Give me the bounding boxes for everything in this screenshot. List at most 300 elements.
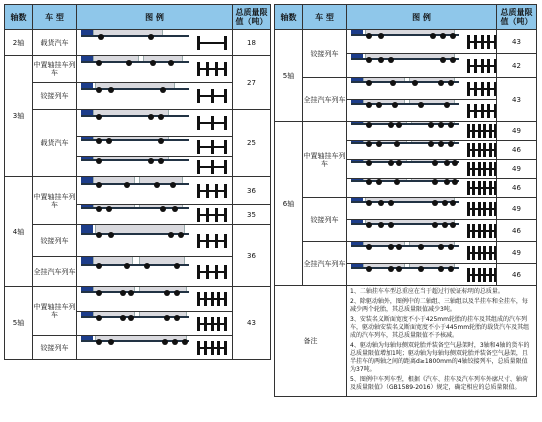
wheel-icon <box>96 87 102 93</box>
wheel-icon <box>128 315 134 321</box>
limit-cell: 36 <box>233 177 271 205</box>
vehicle-type-cell: 全挂汽车列车 <box>33 257 77 287</box>
axle-layout-icon <box>467 202 497 216</box>
limit-cell: 27 <box>233 56 271 110</box>
limit-cell: 46 <box>497 141 537 160</box>
axle-cell: 5轴 <box>5 287 33 360</box>
axle-mark <box>224 317 227 331</box>
wheel-icon <box>392 102 398 108</box>
truck-icon <box>81 157 191 164</box>
wheel-icon <box>158 158 164 164</box>
axle-mark <box>467 124 470 138</box>
wheel-icon <box>378 222 384 228</box>
wheel-icon <box>96 263 102 269</box>
wheel-icon <box>128 290 134 296</box>
truck-icon <box>351 179 461 186</box>
wheel-icon <box>366 141 372 147</box>
axle-mark <box>467 82 470 96</box>
axle-line <box>197 271 227 273</box>
axle-mark <box>474 82 477 96</box>
limit-cell: 43 <box>233 287 271 360</box>
wheel-icon <box>96 138 102 144</box>
axle-mark <box>215 184 218 198</box>
axle-mark <box>224 89 227 103</box>
axle-layout-icon <box>467 82 497 96</box>
axle-mark <box>197 116 200 130</box>
wheel-icon <box>442 222 448 228</box>
axle-mark <box>483 246 486 260</box>
truck-icon <box>81 177 191 188</box>
wheel-icon <box>450 222 456 228</box>
wheel-icon <box>394 141 400 147</box>
axle-layout-icon <box>197 116 227 130</box>
axle-layout-icon <box>467 224 497 238</box>
truck-icon <box>351 220 461 228</box>
axle-mark <box>217 292 220 306</box>
vehicle-type-cell: 中置轴挂车列车 <box>33 177 77 225</box>
header-gross-mass-limit: 总质量限值（吨） <box>497 5 537 30</box>
header-vehicle-type: 车 型 <box>303 5 347 30</box>
diagram-cell <box>347 78 497 100</box>
diagram-cell <box>347 220 497 242</box>
wheel-icon <box>96 182 102 188</box>
axle-mark <box>215 265 218 279</box>
wheel-icon <box>96 60 102 66</box>
wheel-icon <box>388 160 394 166</box>
wheel-icon <box>96 158 102 164</box>
axle-mark <box>467 246 470 260</box>
axle-mark <box>467 224 470 238</box>
axle-mark <box>215 208 218 222</box>
axle-mark <box>474 35 477 49</box>
note-item: 1、二轴挂车车型总重应在当于超过行驶证标明的总质量。 <box>350 288 504 295</box>
note-item: 2、除驱动轴外，图例中的二轴组、三轴组以及半挂车和全挂车，每减少两个轮胎，其总质量限值减少3吨。 <box>350 298 528 313</box>
wheel-icon <box>440 33 446 39</box>
axle-line <box>197 214 227 216</box>
axle-mark <box>224 62 227 76</box>
wheel-icon <box>120 315 126 321</box>
vehicle-type-cell: 铰接列车 <box>303 198 347 242</box>
axle-layout-icon <box>197 341 227 355</box>
diagram-cell <box>347 179 497 198</box>
axle-mark <box>197 292 200 306</box>
limit-cell: 46 <box>497 179 537 198</box>
wheel-icon <box>182 339 188 345</box>
axle-mark <box>478 181 481 195</box>
axle-mark <box>215 62 218 76</box>
axle-mark <box>197 341 200 355</box>
wheel-icon <box>448 266 454 272</box>
diagram-cell <box>77 257 233 287</box>
wheel-icon <box>148 34 154 40</box>
axle-layout-icon <box>467 124 497 138</box>
wheel-icon <box>154 182 160 188</box>
wheel-icon <box>396 266 402 272</box>
diagram-cell <box>77 177 233 205</box>
limit-cell: 25 <box>233 110 271 177</box>
axle-mark <box>211 160 214 174</box>
axle-mark <box>197 234 200 248</box>
wheel-icon <box>438 266 444 272</box>
axle-mark <box>204 317 207 331</box>
truck-icon <box>351 160 461 167</box>
truck-icon <box>351 54 461 63</box>
axle-mark <box>483 143 486 157</box>
axle-mark <box>197 36 200 50</box>
wheel-icon <box>394 179 400 185</box>
wheel-icon <box>174 263 180 269</box>
wheel-icon <box>432 179 438 185</box>
diagram-cell <box>77 83 233 110</box>
vehicle-type-cell: 全挂汽车列车 <box>303 78 347 122</box>
axle-mark <box>487 82 490 96</box>
axle-mark <box>478 246 481 260</box>
wheel-icon <box>388 57 394 63</box>
wheel-icon <box>396 122 402 128</box>
truck-icon <box>351 242 461 250</box>
limit-cell: 18 <box>233 30 271 56</box>
axle-cell: 3轴 <box>5 56 33 177</box>
wheel-icon <box>448 122 454 128</box>
axle-mark <box>478 143 481 157</box>
axle-layout-icon <box>467 143 497 157</box>
axle-layout-icon <box>197 62 227 76</box>
axle-cell: 2轴 <box>5 30 33 56</box>
axle-mark <box>224 160 227 174</box>
notes-label: 备注 <box>275 286 347 397</box>
truck-icon <box>81 110 191 121</box>
diagram-cell <box>347 100 497 122</box>
axle-mark <box>206 62 209 76</box>
truck-icon <box>81 30 191 40</box>
wheel-icon <box>366 244 372 250</box>
axle-mark <box>224 116 227 130</box>
axle-mark <box>489 224 492 238</box>
axle-layout-icon <box>467 104 497 118</box>
wheel-icon <box>174 290 180 296</box>
wheel-icon <box>444 102 450 108</box>
header-diagram: 图 例 <box>77 5 233 30</box>
header-axle-count: 轴数 <box>5 5 33 30</box>
axle-line <box>197 240 227 242</box>
wheel-icon <box>376 102 382 108</box>
wheel-icon <box>378 200 384 206</box>
axle-mark <box>467 104 470 118</box>
wheel-icon <box>418 102 424 108</box>
axle-mark <box>472 162 475 176</box>
wheel-icon <box>438 80 444 86</box>
axle-mark <box>197 89 200 103</box>
wheel-icon <box>396 244 402 250</box>
axle-mark <box>224 184 227 198</box>
wheel-icon <box>450 33 456 39</box>
diagram-cell <box>77 205 233 225</box>
truck-icon <box>81 257 191 269</box>
wheel-icon <box>432 200 438 206</box>
axle-mark <box>224 265 227 279</box>
vehicle-type-cell: 载货汽车 <box>33 30 77 56</box>
note-item: 3、安装名义断面宽度不小于425mm轮胎的挂车及其组成的汽车列车，驱动轴安装名义断面宽度不小于445mm轮胎的载货汽车及其组成的汽车列车，其总质量限值不予核减。 <box>350 316 530 339</box>
wheel-icon <box>164 290 170 296</box>
wheel-icon <box>430 33 436 39</box>
axle-mark <box>224 234 227 248</box>
diagram-cell <box>347 198 497 220</box>
wheel-icon <box>452 160 458 166</box>
axle-mark <box>197 265 200 279</box>
wheel-icon <box>452 179 458 185</box>
wheel-icon <box>168 60 174 66</box>
diagram-cell <box>347 30 497 54</box>
truck-icon <box>81 225 191 238</box>
wheel-icon <box>174 315 180 321</box>
wheel-icon <box>96 290 102 296</box>
wheel-icon <box>120 290 126 296</box>
wheel-icon <box>366 122 372 128</box>
axle-mark <box>197 62 200 76</box>
axle-mark <box>204 341 207 355</box>
header-diagram: 图 例 <box>347 5 497 30</box>
axle-cell: 5轴 <box>275 30 303 122</box>
axle-mark <box>481 59 484 73</box>
axle-mark <box>224 36 227 50</box>
axle-mark <box>494 104 497 118</box>
diagram-cell <box>77 312 233 336</box>
axle-mark <box>467 181 470 195</box>
wheel-icon <box>366 80 372 86</box>
axle-mark <box>206 208 209 222</box>
axle-mark <box>478 202 481 216</box>
axle-mark <box>483 224 486 238</box>
axle-layout-icon <box>467 162 497 176</box>
notes-body <box>347 286 537 397</box>
truck-icon <box>351 264 461 272</box>
axle-mark <box>197 208 200 222</box>
wheel-icon <box>438 141 444 147</box>
wheel-icon <box>366 222 372 228</box>
truck-icon <box>81 137 191 144</box>
limit-cell: 46 <box>497 264 537 286</box>
axle-mark <box>224 341 227 355</box>
axle-layout-icon <box>467 268 497 282</box>
wheel-icon <box>172 339 178 345</box>
vehicle-type-cell: 中置轴挂车列车 <box>33 287 77 336</box>
diagram-cell <box>77 30 233 56</box>
wheel-icon <box>164 315 170 321</box>
wheel-icon <box>442 200 448 206</box>
wheel-icon <box>396 160 402 166</box>
truck-icon <box>351 141 461 148</box>
wheel-icon <box>366 266 372 272</box>
axle-layout-icon <box>467 246 497 260</box>
axle-layout-icon <box>197 36 227 50</box>
wheel-icon <box>108 232 114 238</box>
limit-cell: 49 <box>497 160 537 179</box>
axle-mark <box>211 317 214 331</box>
wheel-icon <box>108 339 114 345</box>
wheel-icon <box>96 114 102 120</box>
header-vehicle-type: 车 型 <box>33 5 77 30</box>
diagram-cell <box>347 122 497 141</box>
wheel-icon <box>96 232 102 238</box>
axle-mark <box>467 35 470 49</box>
axle-mark <box>472 202 475 216</box>
axle-mark <box>487 104 490 118</box>
wheel-icon <box>124 182 130 188</box>
wheel-icon <box>168 232 174 238</box>
wheel-icon <box>378 33 384 39</box>
truck-icon <box>81 336 191 345</box>
axle-mark <box>206 234 209 248</box>
wheel-icon <box>96 206 102 212</box>
limit-cell: 49 <box>497 242 537 264</box>
wheel-icon <box>148 158 154 164</box>
diagram-cell <box>347 264 497 286</box>
axle-mark <box>489 202 492 216</box>
axle-layout-icon <box>197 317 227 331</box>
wheel-icon <box>366 102 372 108</box>
wheel-icon <box>96 315 102 321</box>
axle-mark <box>472 181 475 195</box>
axle-mark <box>478 268 481 282</box>
diagram-cell <box>77 137 233 157</box>
wheel-icon <box>432 222 438 228</box>
diagram-cell <box>77 225 233 257</box>
axle-mark <box>467 143 470 157</box>
wheel-icon <box>388 266 394 272</box>
note-item: 4、驱动轴为每轴每侧双轮胎并装备空气悬架时，3轴和4轴的货车的总质量限值增加1吨；驱动轴为每轴每侧双轮胎并装备空气悬架，且半挂车的两轴之间的距离d≥1800mm的4轴铰接列车，总质量限值为37吨。 <box>350 342 530 373</box>
axle-mark <box>197 160 200 174</box>
axle-mark <box>467 59 470 73</box>
wheel-icon <box>106 206 112 212</box>
truck-icon <box>351 122 461 129</box>
axle-mark <box>472 246 475 260</box>
axle-cell: 6轴 <box>275 122 303 286</box>
truck-icon <box>351 198 461 206</box>
axle-mark <box>197 317 200 331</box>
axle-mark <box>483 124 486 138</box>
truck-icon <box>351 78 461 86</box>
axle-mark <box>489 268 492 282</box>
wheel-icon <box>148 114 154 120</box>
axle-mark <box>211 116 214 130</box>
axle-mark <box>489 162 492 176</box>
wheel-icon <box>440 57 446 63</box>
axle-mark <box>474 59 477 73</box>
axle-mark <box>481 82 484 96</box>
wheel-icon <box>366 179 372 185</box>
wheel-icon <box>172 206 178 212</box>
header-gross-mass-limit: 总质量限值（吨） <box>233 5 271 30</box>
wheel-icon <box>158 114 164 120</box>
axle-mark <box>206 184 209 198</box>
axle-layout-icon <box>197 208 227 222</box>
axle-layout-icon <box>197 89 227 103</box>
wheel-icon <box>144 263 150 269</box>
axle-line <box>197 42 227 44</box>
truck-icon <box>81 312 191 321</box>
diagram-cell <box>347 54 497 78</box>
axle-mark <box>487 35 490 49</box>
axle-mark <box>217 341 220 355</box>
axle-layout-icon <box>197 140 227 154</box>
wheel-icon <box>366 200 372 206</box>
wheel-icon <box>378 57 384 63</box>
wheel-icon <box>444 160 450 166</box>
wheel-icon <box>96 339 102 345</box>
wheel-icon <box>388 222 394 228</box>
axle-mark <box>197 184 200 198</box>
vehicle-type-cell: 中置轴挂车列车 <box>33 56 77 83</box>
wheel-icon <box>450 57 456 63</box>
axle-mark <box>224 140 227 154</box>
axle-mark <box>472 124 475 138</box>
axle-layout-icon <box>197 184 227 198</box>
wheel-icon <box>428 122 434 128</box>
axle-mark <box>478 124 481 138</box>
axle-mark <box>483 181 486 195</box>
wheel-icon <box>388 122 394 128</box>
limit-cell: 49 <box>497 198 537 220</box>
limit-cell: 35 <box>233 205 271 225</box>
axle-layout-icon <box>467 59 497 73</box>
axle-mark <box>478 224 481 238</box>
limit-cell: 43 <box>497 30 537 54</box>
axle-mark <box>467 162 470 176</box>
wheel-icon <box>412 80 418 86</box>
vehicle-type-cell: 中置轴挂车列车 <box>303 122 347 198</box>
wheel-icon <box>388 244 394 250</box>
axle-mark <box>483 268 486 282</box>
wheel-icon <box>366 57 372 63</box>
wheel-icon <box>124 263 130 269</box>
axle-mark <box>215 234 218 248</box>
wheel-icon <box>170 182 176 188</box>
vehicle-type-cell: 铰接列车 <box>33 336 77 360</box>
wheel-icon <box>432 160 438 166</box>
wheel-icon <box>98 34 104 40</box>
wheel-icon <box>418 266 424 272</box>
axle-mark <box>472 143 475 157</box>
wheel-icon <box>106 138 112 144</box>
wheel-icon <box>438 244 444 250</box>
axle-cell: 4轴 <box>5 177 33 287</box>
note-item: 5、图例中车列车型，根据《汽车、挂车及汽车列车外廓尺寸、轴荷及质量限值》（GB1589-2016）规定，确定相应的总质量限值。 <box>350 376 528 391</box>
vehicle-type-cell: 全挂汽车列车 <box>303 242 347 286</box>
truck-icon <box>81 287 191 297</box>
limit-cell: 46 <box>497 220 537 242</box>
axle-mark <box>483 202 486 216</box>
axle-mark <box>489 246 492 260</box>
axle-mark <box>487 59 490 73</box>
diagram-cell <box>347 242 497 264</box>
axle-mark <box>204 292 207 306</box>
wheel-icon <box>390 80 396 86</box>
axle-mark <box>206 265 209 279</box>
axle-mark <box>489 181 492 195</box>
right-limit-table <box>274 4 537 397</box>
wheel-icon <box>160 87 166 93</box>
diagram-cell <box>77 110 233 137</box>
truck-icon <box>81 56 191 67</box>
axle-mark <box>481 104 484 118</box>
axle-mark <box>217 317 220 331</box>
axle-mark <box>211 292 214 306</box>
axle-mark <box>467 268 470 282</box>
axle-mark <box>224 292 227 306</box>
wheel-icon <box>388 200 394 206</box>
truck-icon <box>351 100 461 108</box>
wheel-icon <box>178 232 184 238</box>
